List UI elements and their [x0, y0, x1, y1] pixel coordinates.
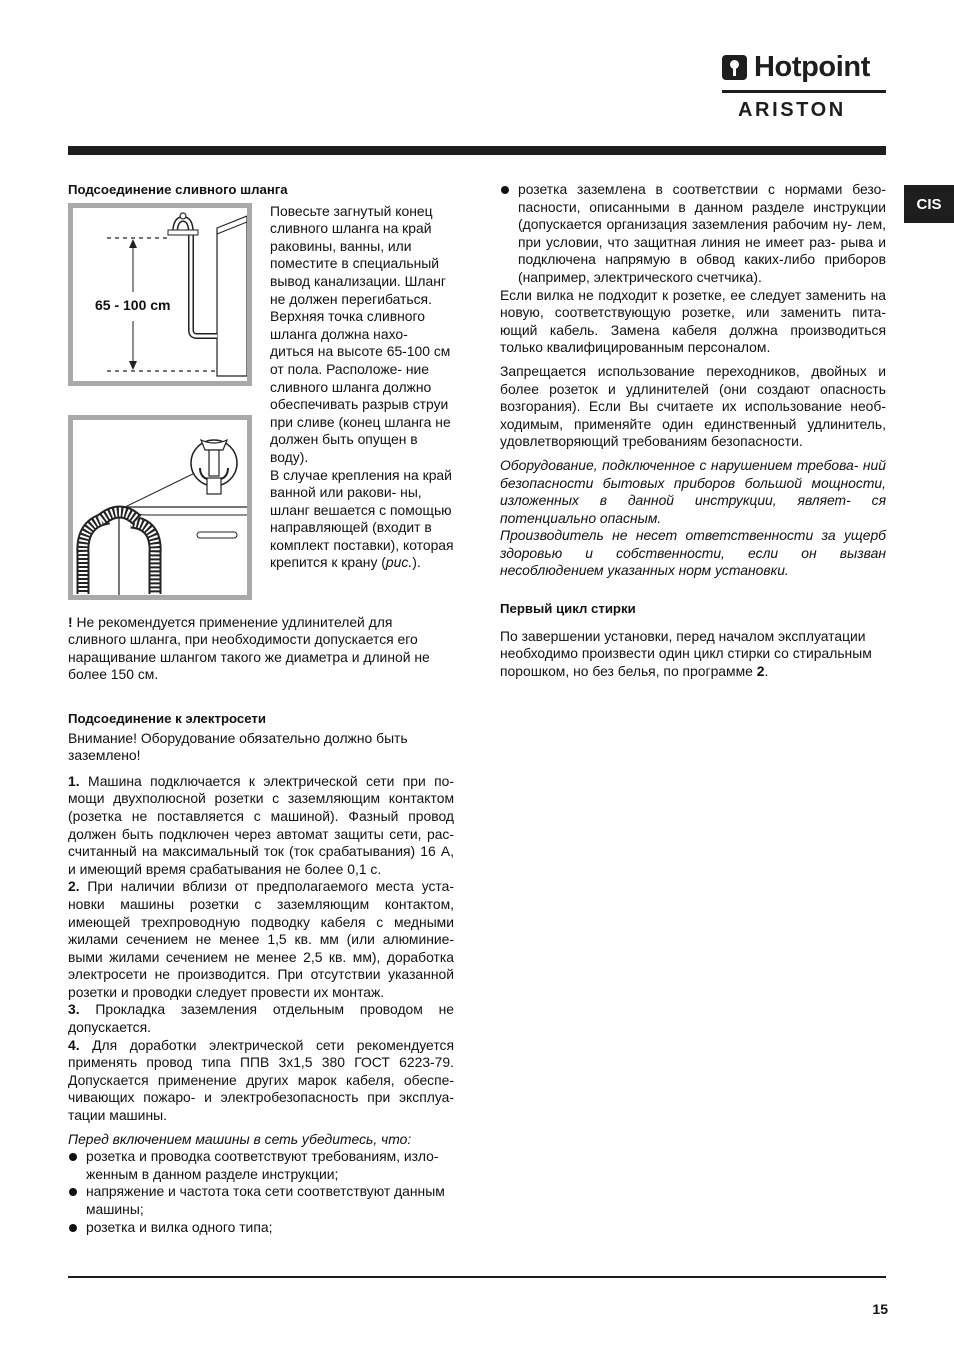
item-text: Машина подключается к электрической сети при по- мощи двухполюсной розетки с заземляющим контактом (розетка не поставляется с машиной). Фазный провод должен быть подключен через автомат защиты сети, рас- считанный на максимальный ток (ток срабатывания) 16 А, и имеющий время срабатывания не более 0,1 с.	[68, 772, 454, 877]
power-item-2	[68, 878, 454, 1001]
power-item-3	[68, 1001, 454, 1036]
liability-italic-note: Производитель не несет ответственности за ущерб здоровью и собственности, если он вызван несоблюдением указанных норм установки.	[500, 527, 886, 579]
list-item	[500, 181, 886, 287]
item-text: При наличии вблизи от предполагаемого места уста- новки машины розетки с заземляющим контактом, имеющей трехпроводную подводку кабеля с медными жилами сечением не менее 1,5 кв. мм (или алюминие- выми жилами сечением не менее 2,5 кв. мм), доработка электросети не производится. При отсутствии указанной розетки и проводки следует провести их монтаж.	[68, 878, 454, 1000]
item-text: Прокладка заземления отдельным проводом не допускается.	[68, 1001, 454, 1036]
right-column	[500, 181, 886, 680]
drain-text-1: Повесьте загнутый конец сливного шланга на край раковины, ванны, или поместите в специальный вывод канализации. Шланг не должен перегибаться. Верхняя точка сливного шланга должна нахо- диться на высоте 65-100 см от пола. Расположе- ние сливного шланга должно обеспечивать разрыв струи при сливе (конец шланга не должен быть опущен в воду).	[270, 202, 451, 465]
check-intro: Перед включением машины в сеть убедитесь, что:	[68, 1130, 412, 1147]
footer-rule	[68, 1276, 886, 1278]
bullet-icon	[69, 1224, 77, 1232]
grounding-attention: Внимание! Оборудование обязательно должно быть заземлено!	[68, 729, 408, 764]
item-number: 4.	[68, 1036, 80, 1053]
item-number: 1.	[68, 772, 80, 789]
bullet-icon	[69, 1188, 77, 1196]
logo-divider	[722, 90, 886, 93]
list-item-text: розетка заземлена в соответствии с нормами безо- пасности, описанными в данном разделе инструкции (допускается организация заземления рабочим ну- лем, при условии, что защитная линия не имеет раз- рыва и подключена напрямую в обвод каких-либо приборов (например, электрического счетчика).	[518, 181, 886, 285]
item-number: 2.	[68, 878, 80, 895]
list-item	[68, 1219, 454, 1237]
plug-paragraph: Если вилка не подходит к розетке, ее следует заменить на новую, соответствующую розетке, или заменить пита- ющий кабель. Замена кабеля должна производиться только квалифицированным персоналом.	[500, 286, 886, 356]
brand-logo	[722, 50, 888, 120]
header-bar	[68, 146, 886, 155]
first-cycle-end: .	[764, 662, 769, 679]
sub-brand-name: ARISTON	[738, 99, 846, 121]
program-number: 2	[756, 662, 765, 679]
figure-reference: рис.	[385, 554, 413, 571]
page-number: 15	[872, 1301, 888, 1317]
hose-guide-figure	[68, 415, 252, 600]
warning-mark: !	[68, 613, 73, 630]
safety-italic-note: Оборудование, подключенное с нарушением требова- ний безопасности бытовых приборов большой мощности, изложенных в данной инструкции, являет- ся потенциально опасным.	[500, 456, 886, 526]
bullet-icon	[69, 1153, 77, 1161]
first-cycle-heading: Первый цикл стирки	[500, 601, 636, 617]
drain-instructions	[270, 203, 454, 600]
power-item-4	[68, 1037, 454, 1125]
drain-text-2-start: В случае крепления на край ванной или ракови- ны, шланг вешается с помощью направляющей (входит в комплект поставки), которая крепится к крану (	[270, 466, 454, 571]
height-range-label: 65 - 100 cm	[95, 296, 171, 313]
brand-name: Hotpoint	[754, 50, 870, 83]
language-tab: CIS	[904, 185, 954, 223]
item-number: 3.	[68, 1001, 80, 1018]
drain-hose-heading: Подсоединение сливного шланга	[68, 182, 288, 197]
drain-height-figure	[68, 203, 252, 386]
drain-section	[68, 203, 454, 600]
list-item-text: розетка и вилка одного типа;	[86, 1218, 273, 1235]
list-item-text: напряжение и частота тока сети соответствуют данным машины;	[86, 1183, 445, 1217]
warning-text: Не рекомендуется применение удлинителей для сливного шланга, при необходимости допускается его наращивание шлангом такого же диаметра и длиной не более 150 см.	[68, 613, 430, 683]
hotpoint-logo-icon	[722, 55, 747, 80]
list-item	[68, 1148, 454, 1183]
list-item	[68, 1183, 454, 1218]
power-connection-heading: Подсоединение к электросети	[68, 710, 266, 726]
item-text: Для доработки электрической сети рекомендуется применять провод типа ППВ 3х1,5 380 ГОСТ 6223-79. Допускается применение других марок кабеля, обеспе- чивающих пожаро- и электробезопасность при эксплуа- тации машины.	[68, 1036, 454, 1124]
drain-text-2	[270, 467, 454, 573]
power-item-1	[68, 773, 454, 879]
left-column	[68, 181, 454, 1236]
first-cycle-text	[500, 628, 886, 681]
first-cycle-body: По завершении установки, перед началом эксплуатации необходимо произвести один цикл стирки со стиральным порошком, но без белья, по программе	[500, 627, 872, 679]
list-item-text: розетка и проводка соответствуют требованиям, изло- женным в данном разделе инструкции;	[86, 1148, 439, 1182]
drain-text-2-end: ).	[412, 554, 421, 571]
drain-figures	[68, 203, 252, 600]
warning-note	[68, 614, 454, 684]
adapters-paragraph: Запрещается использование переходников, двойных и более розеток и удлинителей (они создают опасность возгорания). Если Вы считаете их использование необ- ходимым, применяйте один единственный удлинитель, удовлетворяющий требованиям безопасности.	[500, 362, 886, 450]
bullet-icon	[501, 186, 509, 194]
